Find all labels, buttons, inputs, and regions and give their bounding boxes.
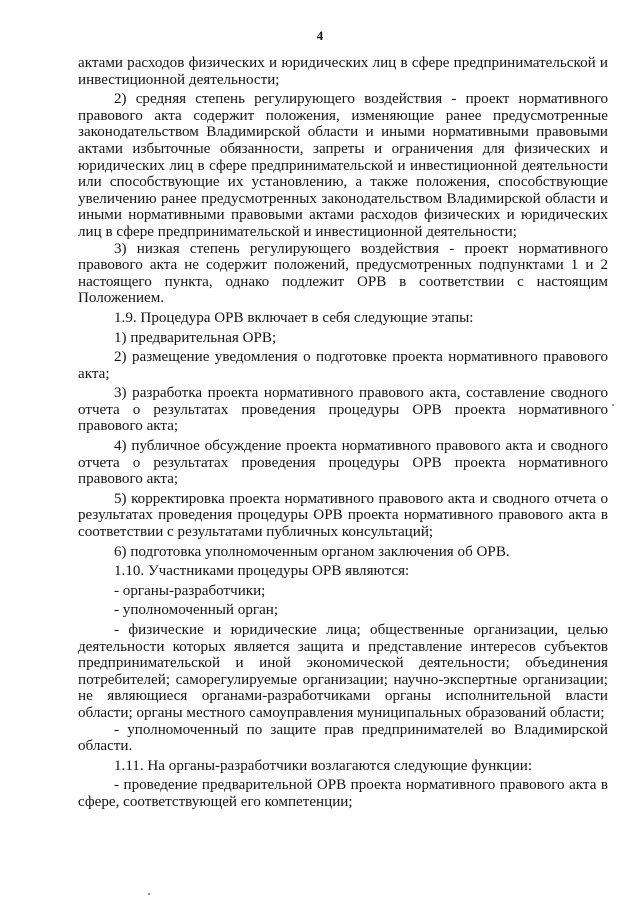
- paragraph: 1.9. Процедура ОРВ включает в себя следующие этапы:: [114, 309, 474, 326]
- paragraph: 5) корректировка проекта нормативного правового акта и сводного отчета о результатах проведения процедуры ОРВ проекта нормативного правового акта в соответствии с результатами публичных консультаций;: [78, 490, 608, 541]
- paragraph: 2) средняя степень регулирующего воздействия - проект нормативного правового акта содержит положения, изменяющие ранее предусмотренные законодательством Владимирской области и иными нормативными правовыми актами избыточные обязанности, запреты и ограничения для физических и юридических лиц в сфере предпринимательской и инвестиционной деятельности или способствующие их установлению, а также положения, способствующие увеличению ранее предусмотренных законодательством Владимирской области и иными нормативными правовыми актами расходов физических и юридических лиц в сфере предпринимательской и инвестиционной деятельности;: [78, 91, 608, 240]
- paragraph: - уполномоченный орган;: [114, 602, 279, 619]
- paragraph: - физические и юридические лица; общественные организации, целью деятельности которых является защита и представление интересов субъектов предпринимательской и иной экономической деятельности; объединения потребителей; саморегулируемые организации; научно-экспертные организации; не являющиеся органами-разработчиками органы исполнительной власти области; органы местного самоуправления муниципальных образований области;: [78, 622, 608, 721]
- paragraph: 4) публичное обсуждение проекта нормативного правового акта и сводного отчета о результатах проведения процедуры ОРВ проекта нормативного правового акта;: [78, 438, 608, 488]
- paragraph: - уполномоченный по защите прав предпринимателей во Владимирской области.: [78, 721, 608, 755]
- paragraph: - органы-разработчики;: [114, 582, 266, 599]
- paragraph: 2) размещение уведомления о подготовке проекта нормативного правового акта;: [78, 349, 608, 382]
- paragraph: 1) предварительная ОРВ;: [114, 329, 277, 346]
- paragraph: 3) разработка проекта нормативного правового акта, составление сводного отчета о результатах проведения процедуры ОРВ проекта нормативного правового акта;: [78, 385, 608, 435]
- paragraph: - проведение предварительной ОРВ проекта нормативного правового акта в сфере, соответствующей его компетенции;: [78, 777, 608, 810]
- document-body: [78, 55, 608, 811]
- paragraph: 6) подготовка уполномоченным органом заключения об ОРВ.: [114, 543, 510, 560]
- paragraph: актами расходов физических и юридических лиц в сфере предпринимательской и инвестиционной деятельности;: [78, 55, 608, 88]
- paragraph: 3) низкая степень регулирующего воздействия - проект нормативного правового акта не содержит положений, предусмотренных подпунктами 1 и 2 настоящего пункта, однако подлежит ОРВ в соответствии с настоящим Положением.: [78, 240, 608, 307]
- page-number: 4: [316, 28, 324, 43]
- paragraph: 1.10. Участниками процедуры ОРВ являются:: [114, 563, 410, 580]
- scan-speck: [148, 893, 150, 895]
- scan-speck: [612, 404, 614, 406]
- paragraph: 1.11. На органы-разработчики возлагаются следующие функции:: [114, 757, 533, 774]
